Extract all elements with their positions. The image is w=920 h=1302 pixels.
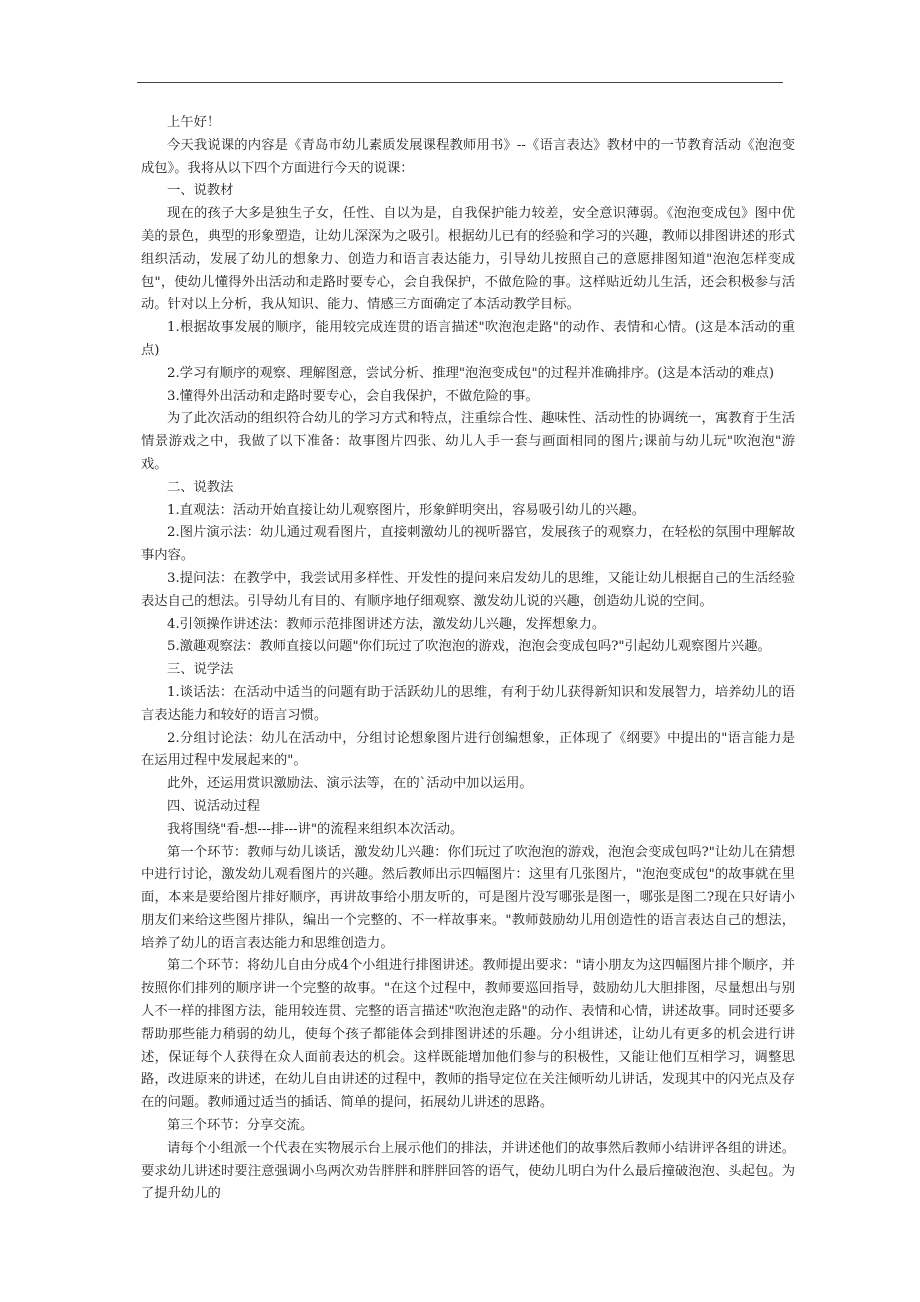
paragraph: 为了此次活动的组织符合幼儿的学习方式和特点，注重综合性、趣味性、活动性的协调统一，寓教育于生活情景游戏之中，我做了以下准备：故事图片四张、幼儿人手一套与画面相同的图片;课前与幼儿玩"吹泡泡"游戏。 [141,411,795,472]
paragraph: 第一个环节：教师与幼儿谈话，激发幼儿兴趣：你们玩过了吹泡泡的游戏，泡泡会变成包吗?"让幼儿在猜想中进行讨论，激发幼儿观看图片的兴趣。然后教师出示四幅图片：这里有几张图片，"泡泡变成包"的故事就在里面，本来是要给图片排好顺序，再讲故事给小朋友听的，可是图片没写哪张是图一，哪张是图二?现在只好请小朋友们来给这些图片排队，编出一个完整的、不一样故事来。"教师鼓励幼儿用创造性的语言表达自己的想法，培养了幼儿的语言表达能力和思维创造力。 [141,844,795,951]
paragraph: 请每个小组派一个代表在实物展示台上展示他们的排法，并讲述他们的故事然后教师小结讲评各组的讲述。要求幼儿讲述时要注意强调小鸟两次劝告胖胖和胖胖回答的语气，使幼儿明白为什么最后撞破泡泡、头起包。为了提升幼儿的 [141,1140,795,1202]
section-heading: 三、说学法 [167,662,234,678]
list-item: 5.激趣观察法：教师直接以问题"你们玩过了吹泡泡的游戏，泡泡会变成包吗?"引起幼儿观察图片兴趣。 [167,639,771,655]
paragraph: 今天我说课的内容是《青岛市幼儿素质发展课程教师用书》--《语言表达》教材中的一节教育活动《泡泡变成包》。我将从以下四个方面进行今天的说课： [141,137,795,176]
section-heading: 一、说教材 [167,183,234,199]
paragraph: 我将围绕"看-想---排---讲"的流程来组织本次活动。 [167,821,464,837]
paragraph: 此外，还运用赏识激励法、演示法等，在的`活动中加以运用。 [167,776,533,792]
list-item: 2.学习有顺序的观察、理解图意，尝试分析、推理"泡泡变成包"的过程并准确排序。(这是本活动的难点) [167,365,775,381]
paragraph: 第二个环节：将幼儿自由分成4个小组进行排图讲述。教师提出要求："请小朋友为这四幅图片排个顺序，并按照你们排列的顺序讲一个完整的故事。"在这个过程中，教师要巡回指导，鼓励幼儿大胆排图，尽量想出与别人不一样的排图方法，能用较连贯、完整的语言描述"吹泡泡走路"的动作、表情和心情，讲述故事。同时还要多帮助那些能力稍弱的幼儿，使每个孩子都能体会到排图讲述的乐趣。分小组讲述，让幼儿有更多的机会进行讲述，保证每个人获得在众人面前表达的机会。这样既能增加他们参与的积极性，又能让他们互相学习，调整思路，改进原来的讲述，在幼儿自由讲述的过程中，教师的指导定位在关注倾听幼儿讲话，发现其中的闪光点及存在的问题。教师通过适当的插话、简单的提问，拓展幼儿讲述的思路。 [141,958,795,1111]
list-item: 4.引领操作讲述法：教师示范排图讲述方法，激发幼儿兴趣，发挥想象力。 [167,616,606,632]
document-body [141,112,795,1206]
greeting: 上午好！ [167,115,221,130]
list-item: 3.提问法：在教学中，我尝试用多样性、开发性的提问来启发幼儿的思维，又能让幼儿根据自己的生活经验表达自己的想法。引导幼儿有目的、有顺序地仔细观察、激发幼儿说的兴趣，创造幼儿说的空间。 [141,570,795,609]
header-rule [137,82,783,83]
section-heading: 二、说教法 [167,479,234,495]
list-item: 3.懂得外出活动和走路时要专心，会自我保护，不做危险的事。 [167,388,539,404]
section-heading: 四、说活动过程 [167,798,261,814]
paragraph: 现在的孩子大多是独生子女，任性、自以为是，自我保护能力较差，安全意识薄弱。《泡泡变成包》图中优美的景色，典型的形象塑造，让幼儿深深为之吸引。根据幼儿已有的经验和学习的兴趣，教师以排图讲述的形式组织活动，发展了幼儿的想象力、创造力和语言表达能力，引导幼儿按照自己的意愿排图知道"泡泡怎样变成包"，使幼儿懂得外出活动和走路时要专心，会自我保护，不做危险的事。这样贴近幼儿生活，还会积极参与活动。针对以上分析，我从知识、能力、情感三方面确定了本活动教学目标。 [141,206,795,313]
list-item: 1.根据故事发展的顺序，能用较完成连贯的语言描述"吹泡泡走路"的动作、表情和心情。(这是本活动的重点) [141,320,795,358]
list-item: 1.直观法：活动开始直接让幼儿观察图片，形象鲜明突出，容易吸引幼儿的兴趣。 [167,502,646,518]
list-item: 2.分组讨论法：幼儿在活动中，分组讨论想象图片进行创编想象，正体现了《纲要》中提出的"语言能力是在运用过程中发展起来的"。 [141,730,795,769]
list-item: 1.谈话法：在活动中适当的问题有助于活跃幼儿的思维，有利于幼儿获得新知识和发展智力，培养幼儿的语言表达能力和较好的语言习惯。 [141,684,795,723]
list-item: 2.图片演示法：幼儿通过观看图片，直接刺激幼儿的视听器官，发展孩子的观察力，在轻松的氛围中理解故事内容。 [141,525,795,564]
paragraph: 第三个环节：分享交流。 [167,1118,314,1134]
